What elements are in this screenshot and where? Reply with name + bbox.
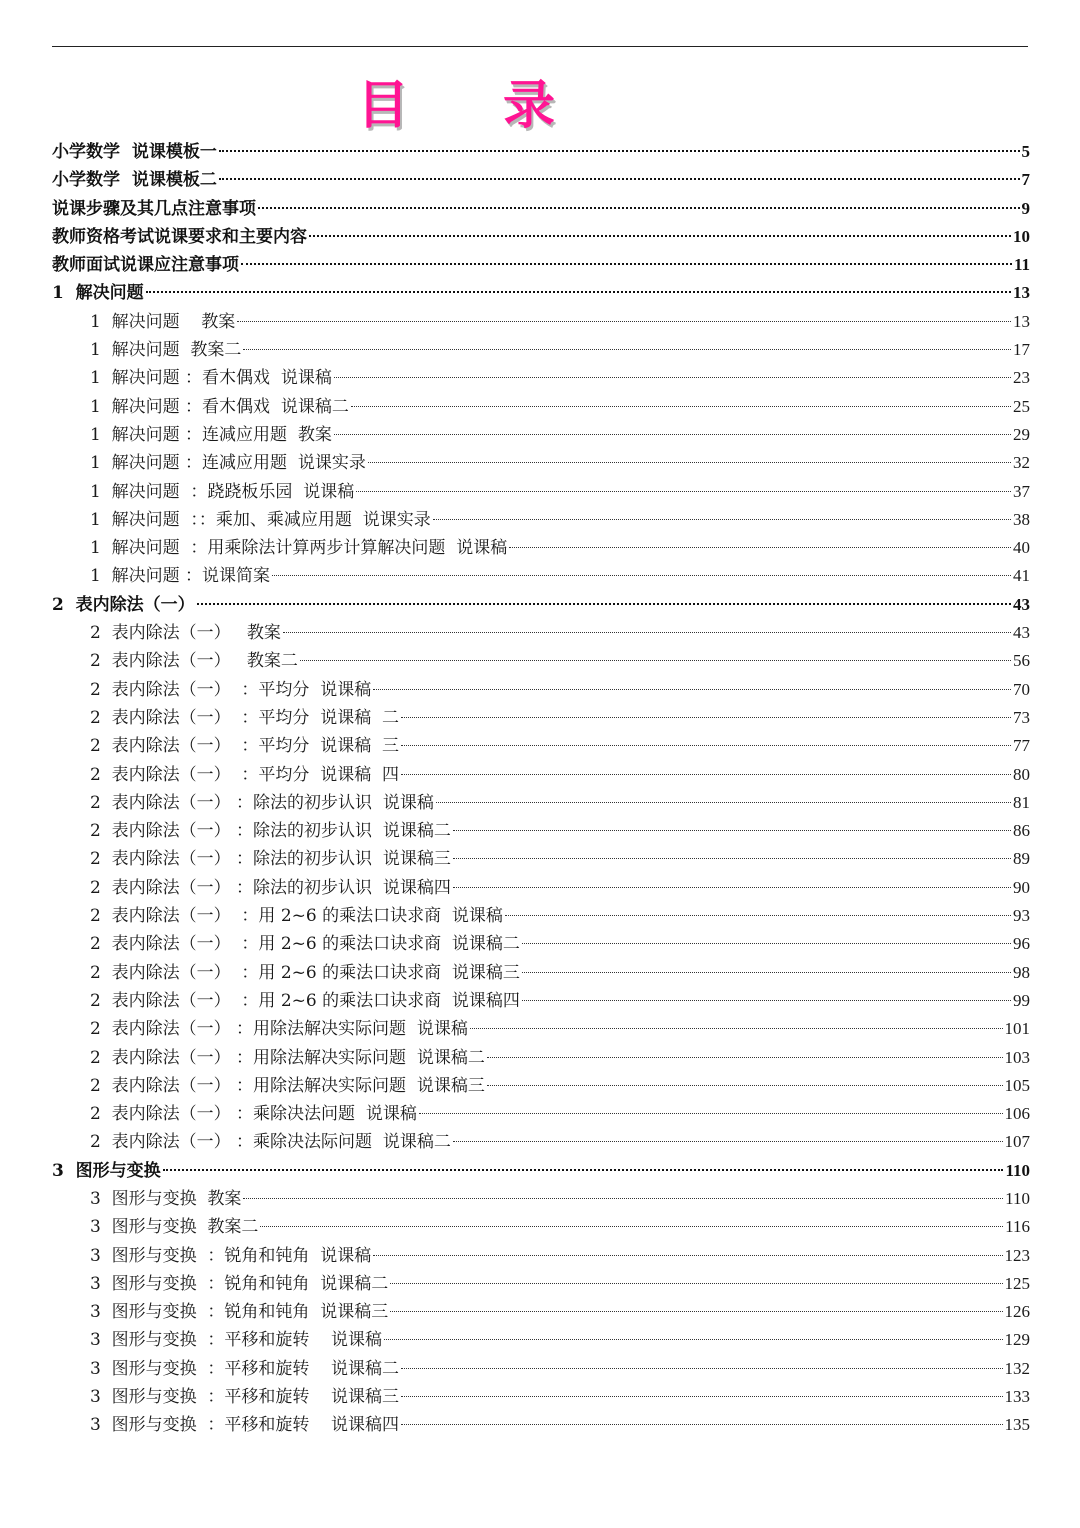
dot-leader — [243, 349, 1011, 350]
toc-page-number: 90 — [1013, 877, 1030, 897]
dot-leader — [219, 150, 1020, 152]
toc-section-entry[interactable] — [52, 1072, 1030, 1100]
dot-leader — [401, 1424, 1002, 1425]
toc-page-number: 101 — [1004, 1019, 1030, 1039]
toc-entry-title: 1 解决问题 ：看木偶戏 说课稿二 — [90, 396, 349, 417]
toc-entry-title: 3 图形与变换 ：平移和旋转 说课稿三 — [90, 1387, 400, 1408]
dot-leader — [453, 858, 1011, 859]
toc-page-number: 37 — [1013, 481, 1030, 501]
toc-page-number: 13 — [1013, 311, 1030, 331]
toc-chapter-entry[interactable] — [52, 279, 1030, 307]
toc-entry-title: 3 图形与变换 ：锐角和钝角 说课稿三 — [90, 1302, 389, 1323]
toc-page-number: 41 — [1013, 566, 1030, 586]
toc-page-number: 70 — [1013, 679, 1030, 699]
toc-section-entry[interactable] — [52, 364, 1030, 392]
toc-entry-title: 2 表内除法（一） ：平均分 说课稿 三 — [90, 736, 400, 757]
toc-entry-title: 2 表内除法（一） ：除法的初步认识 说课稿三 — [90, 849, 451, 870]
toc-entry-title: 小学数学 说课模板二 — [52, 170, 217, 191]
toc-chapter-entry[interactable] — [52, 223, 1030, 251]
dot-leader — [522, 943, 1011, 944]
toc-entry-title: 1 解决问题 ：说课简案 — [90, 566, 271, 587]
toc-entry-title: 1 解决问题 教案 — [90, 311, 236, 332]
dot-leader — [356, 491, 1011, 492]
toc-section-entry[interactable] — [52, 1128, 1030, 1156]
toc-section-entry[interactable] — [52, 1213, 1030, 1241]
dot-leader — [390, 1283, 1002, 1284]
toc-section-entry[interactable] — [52, 845, 1030, 873]
toc-page-number: 80 — [1013, 764, 1030, 784]
toc-page-number: 25 — [1013, 396, 1030, 416]
toc-page-number: 116 — [1005, 1217, 1030, 1237]
toc-entry-title: 2 表内除法（一） ：用 2~6 的乘法口诀求商 说课稿四 — [90, 990, 520, 1011]
toc-page-number: 123 — [1004, 1245, 1030, 1265]
toc-page-number: 98 — [1013, 962, 1030, 982]
toc-entry-title: 1 解决问题 ：连减应用题 说课实录 — [90, 453, 366, 474]
toc-entry-title: 3 图形与变换 ：平移和旋转 说课稿四 — [90, 1415, 400, 1436]
toc-section-entry[interactable] — [52, 647, 1030, 675]
toc-page-number: 43 — [1013, 594, 1030, 614]
toc-section-entry[interactable] — [52, 449, 1030, 477]
toc-page-number: 81 — [1013, 792, 1030, 812]
toc-entry-title: 2 表内除法（一） ：乘除决法际问题 说课稿二 — [90, 1132, 451, 1153]
toc-page-number: 29 — [1013, 424, 1030, 444]
toc-entry-title: 1 解决问题 ：跷跷板乐园 说课稿 — [90, 481, 355, 502]
dot-leader — [453, 1141, 1003, 1142]
toc-section-entry[interactable] — [52, 1383, 1030, 1411]
dot-leader — [401, 745, 1011, 746]
toc-page-number: 11 — [1013, 255, 1030, 275]
toc-page-number: 7 — [1021, 170, 1030, 190]
toc-entry-title: 2 表内除法（一） 教案 — [90, 623, 281, 644]
toc-section-entry[interactable] — [52, 393, 1030, 421]
toc-section-entry[interactable] — [52, 1298, 1030, 1326]
table-of-contents — [52, 138, 1030, 1440]
toc-entry-title: 2 表内除法（一） ：用 2~6 的乘法口诀求商 说课稿二 — [90, 934, 520, 955]
toc-entry-title: 1 解决问题 ：：乘加、乘减应用题 说课实录 — [90, 509, 431, 530]
dot-leader — [334, 434, 1011, 435]
toc-entry-title: 2 表内除法（一） ：用除法解决实际问题 说课稿 — [90, 1019, 468, 1040]
toc-chapter-entry[interactable] — [52, 591, 1030, 619]
toc-section-entry[interactable] — [52, 1326, 1030, 1354]
toc-entry-title: 2 表内除法（一） ：用除法解决实际问题 说课稿三 — [90, 1075, 485, 1096]
toc-entry-title: 2 表内除法（一） ：平均分 说课稿 二 — [90, 707, 400, 728]
toc-section-entry[interactable] — [52, 534, 1030, 562]
dot-leader — [368, 462, 1011, 463]
dot-leader — [300, 660, 1011, 661]
toc-section-entry[interactable] — [52, 619, 1030, 647]
toc-section-entry[interactable] — [52, 1100, 1030, 1128]
dot-leader — [241, 263, 1012, 265]
toc-page-number: 40 — [1013, 538, 1030, 558]
toc-entry-title: 2 表内除法（一） ：除法的初步认识 说课稿四 — [90, 877, 451, 898]
toc-page-number: 132 — [1004, 1358, 1030, 1378]
dot-leader — [419, 1113, 1003, 1114]
toc-page-number: 107 — [1004, 1132, 1030, 1152]
toc-section-entry[interactable] — [52, 902, 1030, 930]
dot-leader — [509, 547, 1011, 548]
toc-entry-title: 3 图形与变换 ：锐角和钝角 说课稿 — [90, 1245, 372, 1266]
toc-entry-title: 2 表内除法（一） ：用 2~6 的乘法口诀求商 说课稿 — [90, 906, 503, 927]
dot-leader — [373, 1255, 1002, 1256]
toc-page-number: 17 — [1013, 340, 1030, 360]
dot-leader — [453, 830, 1011, 831]
dot-leader — [470, 1028, 1003, 1029]
toc-page-number: 105 — [1004, 1075, 1030, 1095]
toc-entry-title: 3 图形与变换 ：平移和旋转 说课稿 — [90, 1330, 383, 1351]
toc-entry-title: 2 表内除法（一） ：用 2~6 的乘法口诀求商 说课稿三 — [90, 962, 520, 983]
toc-page-number: 5 — [1021, 142, 1030, 161]
toc-page-number: 89 — [1013, 849, 1030, 869]
dot-leader — [258, 207, 1020, 209]
dot-leader — [390, 1311, 1002, 1312]
toc-section-entry[interactable] — [52, 308, 1030, 336]
dot-leader — [334, 377, 1011, 378]
toc-section-entry[interactable] — [52, 959, 1030, 987]
toc-chapter-entry[interactable] — [52, 138, 1030, 166]
toc-section-entry[interactable] — [52, 817, 1030, 845]
dot-leader — [505, 915, 1011, 916]
toc-section-entry[interactable] — [52, 562, 1030, 590]
toc-section-entry[interactable] — [52, 506, 1030, 534]
dot-leader — [384, 1339, 1002, 1340]
dot-leader — [401, 1396, 1002, 1397]
dot-leader — [487, 1057, 1003, 1058]
dot-leader — [237, 321, 1011, 322]
toc-entry-title: 2 表内除法（一） ：除法的初步认识 说课稿 — [90, 792, 434, 813]
toc-entry-title: 1 解决问题 ：看木偶戏 说课稿 — [90, 368, 332, 389]
toc-section-entry[interactable] — [52, 676, 1030, 704]
toc-page-number: 9 — [1021, 198, 1030, 218]
toc-entry-title: 3 图形与变换 教案二 — [90, 1217, 259, 1238]
dot-leader — [453, 887, 1011, 888]
toc-entry-title: 2 表内除法（一） ：乘除决法问题 说课稿 — [90, 1104, 417, 1125]
toc-section-entry[interactable] — [52, 1185, 1030, 1213]
dot-leader — [146, 291, 1011, 293]
toc-chapter-entry[interactable] — [52, 166, 1030, 194]
dot-leader — [243, 1198, 1003, 1199]
toc-section-entry[interactable] — [52, 874, 1030, 902]
page-title: 目 录 — [356, 76, 594, 136]
toc-page-number: 133 — [1004, 1387, 1030, 1407]
toc-entry-title: 2 表内除法（一） — [52, 594, 195, 615]
toc-page-number: 77 — [1013, 736, 1030, 756]
dot-leader — [260, 1226, 1003, 1227]
toc-page-number: 110 — [1005, 1188, 1030, 1208]
toc-page-number: 135 — [1004, 1415, 1030, 1435]
toc-section-entry[interactable] — [52, 421, 1030, 449]
toc-page-number: 10 — [1013, 226, 1030, 246]
toc-page-number: 125 — [1004, 1273, 1030, 1293]
toc-page-number: 23 — [1013, 368, 1030, 388]
toc-page-number: 86 — [1013, 821, 1030, 841]
toc-page-number: 103 — [1004, 1047, 1030, 1067]
dot-leader — [272, 575, 1011, 576]
toc-entry-title: 2 表内除法（一） ：用除法解决实际问题 说课稿二 — [90, 1047, 485, 1068]
toc-entry-title: 2 表内除法（一） ：平均分 说课稿 四 — [90, 764, 400, 785]
toc-section-entry[interactable] — [52, 704, 1030, 732]
toc-entry-title: 3 图形与变换 教案 — [90, 1188, 242, 1209]
toc-section-entry[interactable] — [52, 789, 1030, 817]
toc-entry-title: 1 解决问题 — [52, 283, 144, 304]
toc-entry-title: 2 表内除法（一） ：除法的初步认识 说课稿二 — [90, 821, 451, 842]
dot-leader — [283, 632, 1011, 633]
dot-leader — [309, 235, 1011, 237]
toc-section-entry[interactable] — [52, 930, 1030, 958]
dot-leader — [401, 774, 1011, 775]
toc-entry-title: 1 解决问题 ：连减应用题 教案 — [90, 424, 332, 445]
toc-entry-title: 3 图形与变换 — [52, 1160, 161, 1181]
toc-entry-title: 3 图形与变换 ：平移和旋转 说课稿二 — [90, 1358, 400, 1379]
toc-page-number: 56 — [1013, 651, 1030, 671]
toc-entry-title: 3 图形与变换 ：锐角和钝角 说课稿二 — [90, 1273, 389, 1294]
dot-leader — [487, 1085, 1003, 1086]
toc-section-entry[interactable] — [52, 478, 1030, 506]
dot-leader — [163, 1169, 1004, 1171]
dot-leader — [522, 972, 1011, 973]
toc-entry-title: 教师面试说课应注意事项 — [52, 255, 239, 276]
dot-leader — [436, 802, 1011, 803]
toc-chapter-entry[interactable] — [52, 251, 1030, 279]
toc-entry-title: 教师资格考试说课要求和主要内容 — [52, 226, 307, 247]
toc-page-number: 96 — [1013, 934, 1030, 954]
toc-section-entry[interactable] — [52, 1270, 1030, 1298]
toc-page-number: 110 — [1005, 1160, 1030, 1180]
toc-page-number: 129 — [1004, 1330, 1030, 1350]
dot-leader — [433, 519, 1011, 520]
dot-leader — [351, 406, 1011, 407]
toc-section-entry[interactable] — [52, 761, 1030, 789]
toc-page-number: 38 — [1013, 509, 1030, 529]
dot-leader — [373, 689, 1011, 690]
toc-page-number: 93 — [1013, 906, 1030, 926]
toc-entry-title: 2 表内除法（一） ：平均分 说课稿 — [90, 679, 372, 700]
toc-page-number: 106 — [1004, 1104, 1030, 1124]
toc-section-entry[interactable] — [52, 1411, 1030, 1439]
toc-section-entry[interactable] — [52, 336, 1030, 364]
toc-page-number: 43 — [1013, 623, 1030, 643]
toc-entry-title: 2 表内除法（一） 教案二 — [90, 651, 298, 672]
dot-leader — [197, 603, 1011, 605]
toc-chapter-entry[interactable] — [52, 1157, 1030, 1185]
toc-page-number: 126 — [1004, 1302, 1030, 1322]
toc-page-number: 32 — [1013, 453, 1030, 473]
toc-section-entry[interactable] — [52, 1044, 1030, 1072]
toc-section-entry[interactable] — [52, 1015, 1030, 1043]
toc-section-entry[interactable] — [52, 1242, 1030, 1270]
toc-entry-title: 小学数学 说课模板一 — [52, 142, 217, 162]
dot-leader — [401, 1368, 1002, 1369]
dot-leader — [401, 717, 1011, 718]
toc-entry-title: 说课步骤及其几点注意事项 — [52, 198, 256, 219]
toc-page-number: 13 — [1013, 283, 1030, 303]
dot-leader — [522, 1000, 1011, 1001]
toc-section-entry[interactable] — [52, 732, 1030, 760]
toc-page-number: 73 — [1013, 707, 1030, 727]
toc-page-number: 99 — [1013, 990, 1030, 1010]
toc-section-entry[interactable] — [52, 987, 1030, 1015]
toc-entry-title: 1 解决问题 ：用乘除法计算两步计算解决问题 说课稿 — [90, 538, 508, 559]
toc-section-entry[interactable] — [52, 1355, 1030, 1383]
toc-entry-title: 1 解决问题 教案二 — [90, 340, 242, 361]
header-rule — [52, 46, 1028, 47]
toc-chapter-entry[interactable] — [52, 195, 1030, 223]
dot-leader — [219, 178, 1020, 180]
